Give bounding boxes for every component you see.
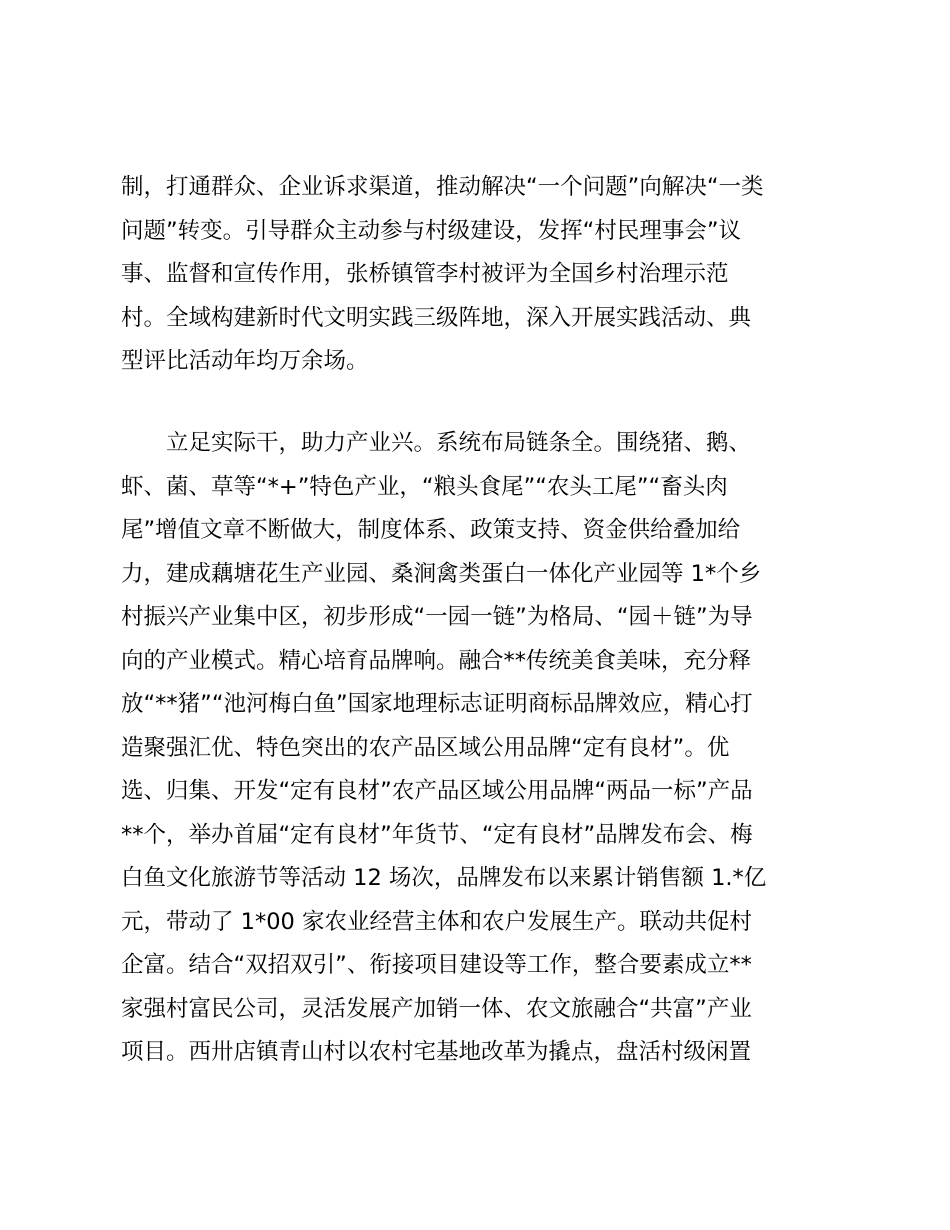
text-line: 村振兴产业集中区，初步形成“一园一链”为格局、“园＋链”为导 bbox=[121, 604, 753, 630]
text-line: 尾”增值文章不断做大，制度体系、政策支持、资金供给叠加给 bbox=[121, 517, 741, 543]
text-line: 立足实际干，助力产业兴。系统布局链条全。围绕猪、鹅、 bbox=[121, 430, 752, 456]
text-line: 造聚强汇优、特色突出的农产品区域公用品牌“定有良材”。优 bbox=[121, 734, 730, 761]
text-line: 事、监督和宣传作用，张桥镇管李村被评为全国乡村治理示范 bbox=[121, 261, 729, 287]
text-line: 企富。结合“双招双引”、衔接项目建设等工作，整合要素成立** bbox=[121, 952, 752, 978]
text-line: 家强村富民公司，灵活发展产加销一体、农文旅融合“共富”产业 bbox=[121, 995, 752, 1022]
paragraph-governance bbox=[121, 166, 841, 384]
text-line: 向的产业模式。精心培育品牌响。融合**传统美食美味，充分释 bbox=[121, 647, 752, 674]
text-line: **个，举办首届“定有良材”年货节、“定有良材”品牌发布会、梅 bbox=[121, 821, 753, 848]
text-line: 项目。西卅店镇青山村以农村宅基地改革为撬点，盘活村级闲置 bbox=[121, 1039, 752, 1065]
text-line: 力，建成藕塘花生产业园、桑涧禽类蛋白一体化产业园等 1*个乡 bbox=[121, 560, 762, 587]
text-line: 虾、菌、草等“*+”特色产业，“粮头食尾”“农头工尾”“畜头肉 bbox=[121, 473, 728, 500]
text-line: 村。全域构建新时代文明实践三级阵地，深入开展实践活动、典 bbox=[121, 304, 752, 331]
text-line: 选、归集、开发“定有良材”农产品区域公用品牌“两品一标”产品 bbox=[121, 778, 753, 804]
text-line: 问题”转变。引导群众主动参与村级建设，发挥“村民理事会”议 bbox=[121, 217, 741, 244]
text-line: 元，带动了 1*00 家农业经营主体和农户发展生产。联动共促村 bbox=[121, 908, 753, 935]
text-line: 型评比活动年均万余场。 bbox=[121, 348, 369, 374]
text-line: 制，打通群众、企业诉求渠道，推动解决“一个问题”向解决“一类 bbox=[121, 174, 764, 200]
text-line: 白鱼文化旅游节等活动 12 场次，品牌发布以来累计销售额 1.*亿 bbox=[121, 865, 767, 891]
paragraph-industry bbox=[121, 422, 841, 1075]
text-line: 放“**猪”“池河梅白鱼”国家地理标志证明商标品牌效应，精心打 bbox=[121, 691, 753, 717]
